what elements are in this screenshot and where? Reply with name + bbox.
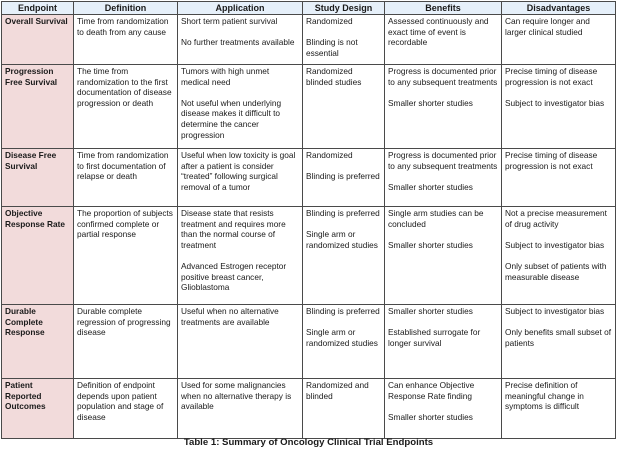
cell-paragraph: Time from randomization to first documentation of relapse or death [77,150,169,182]
cell-paragraph: Randomized [306,150,353,160]
benefits-cell [385,207,502,305]
cell-paragraph: Smaller shorter studies [388,181,473,192]
cell-paragraph: Blinding is preferred [306,306,380,316]
cell-paragraph: Time from randomization to death from any cause [77,16,169,37]
cell-paragraph: Smaller shorter studies [388,239,473,250]
application-cell [178,305,303,379]
cell-paragraph: Precise definition of meaningful change in symptoms is difficult [505,380,584,412]
disadvantages-cell [502,65,616,149]
application-cell [178,65,303,149]
definition-cell [74,149,178,207]
benefits-cell [385,305,502,379]
column-header-disadvantages: Disadvantages [502,2,616,15]
cell-paragraph: No further treatments available [181,37,295,48]
table-row [2,149,616,207]
disadvantages-cell [502,15,616,65]
disadvantages-cell [502,379,616,439]
cell-paragraph: Used for some malignancies when no alternative therapy is available [181,380,292,412]
study-design-cell [303,149,385,207]
column-header-benefits: Benefits [385,2,502,15]
cell-paragraph: Only subset of patients with measurable disease [505,260,607,282]
cell-paragraph: Subject to investigator bias [505,97,605,108]
table-caption: Table 1: Summary of Oncology Clinical Trial Endpoints [183,437,434,448]
column-header-definition: Definition [74,2,178,15]
column-header-endpoint: Endpoint [2,2,74,15]
cell-paragraph: Only benefits small subset of patients [505,327,612,348]
cell-paragraph: Established surrogate for longer survival [388,327,481,348]
table-row [2,207,616,305]
cell-paragraph: Smaller shorter studies [388,306,473,316]
endpoints-table [1,1,616,439]
cell-paragraph: Disease state that resists treatment and requires more than the normal course of treatment [181,208,286,250]
definition-cell [74,305,178,379]
cell-paragraph: The proportion of subjects confirmed complete or partial response [77,208,173,240]
cell-paragraph: Can enhance Objective Response Rate finding [388,380,475,401]
benefits-cell [385,15,502,65]
study-design-cell [303,305,385,379]
cell-paragraph: Useful when low toxicity is goal after a patient is consider “treated” following surgical removal of a tumor [181,150,296,192]
application-cell [178,379,303,439]
table-body [2,15,616,439]
cell-paragraph: Blinding is preferred [306,208,380,218]
column-header-study-design: Study Design [303,2,385,15]
cell-paragraph: Progress is documented prior to any subsequent treatments [388,150,498,171]
endpoint-cell: Patient Reported Outcomes [2,379,74,439]
table-row [2,379,616,439]
cell-paragraph: Randomized blinded studies [306,66,362,87]
cell-paragraph: Single arm studies can be concluded [388,208,484,229]
cell-paragraph: Smaller shorter studies [388,97,473,108]
definition-cell [74,65,178,149]
disadvantages-cell [502,207,616,305]
definition-cell [74,379,178,439]
cell-paragraph: Blinding is preferred [306,171,380,182]
endpoint-cell: Disease Free Survival [2,149,74,207]
cell-paragraph: Blinding is not essential [306,37,358,58]
cell-paragraph: Precise timing of disease progression is not exact [505,150,598,171]
cell-paragraph: The time from randomization to the first documentation of disease progression or death [77,66,172,108]
application-cell [178,207,303,305]
cell-paragraph: Randomized and blinded [306,380,369,401]
definition-cell [74,15,178,65]
disadvantages-cell [502,305,616,379]
cell-paragraph: Randomized [306,16,353,26]
study-design-cell [303,379,385,439]
cell-paragraph: Single arm or randomized studies [306,327,378,348]
cell-paragraph: Smaller shorter studies [388,411,473,422]
cell-paragraph: Can require longer and larger clinical studied [505,16,590,37]
benefits-cell [385,65,502,149]
application-cell [178,15,303,65]
study-design-cell [303,15,385,65]
header-row [2,2,616,15]
definition-cell [74,207,178,305]
column-header-application: Application [178,2,303,15]
benefits-cell [385,379,502,439]
application-cell [178,149,303,207]
cell-paragraph: Not useful when underlying disease makes it difficult to determine the cancer progression [181,97,282,140]
endpoint-cell: Durable Complete Response [2,305,74,379]
cell-paragraph: Tumors with high unmet medical need [181,66,270,87]
table-row [2,65,616,149]
endpoint-cell: Objective Response Rate [2,207,74,305]
cell-paragraph: Precise timing of disease progression is not exact [505,66,598,87]
cell-paragraph: Subject to investigator bias [505,239,605,250]
disadvantages-cell [502,149,616,207]
cell-paragraph: Advanced Estrogen receptor positive breast cancer, Glioblastoma [181,260,287,293]
cell-paragraph: Definition of endpoint depends upon patient population and stage of disease [77,380,164,422]
study-design-cell [303,207,385,305]
study-design-cell [303,65,385,149]
table-row [2,305,616,379]
cell-paragraph: Assessed continuously and exact time of event is recordable [388,16,489,48]
cell-paragraph: Durable complete regression of progressing disease [77,306,171,338]
endpoint-cell: Progression Free Survival [2,65,74,149]
cell-paragraph: Single arm or randomized studies [306,229,378,250]
table-row [2,15,616,65]
cell-paragraph: Progress is documented prior to any subsequent treatments [388,66,498,87]
benefits-cell [385,149,502,207]
cell-paragraph: Useful when no alternative treatments are available [181,306,279,327]
cell-paragraph: Short term patient survival [181,16,278,26]
endpoint-cell: Overall Survival [2,15,74,65]
cell-paragraph: Not a precise measurement of drug activity [505,208,607,229]
cell-paragraph: Subject to investigator bias [505,306,605,316]
